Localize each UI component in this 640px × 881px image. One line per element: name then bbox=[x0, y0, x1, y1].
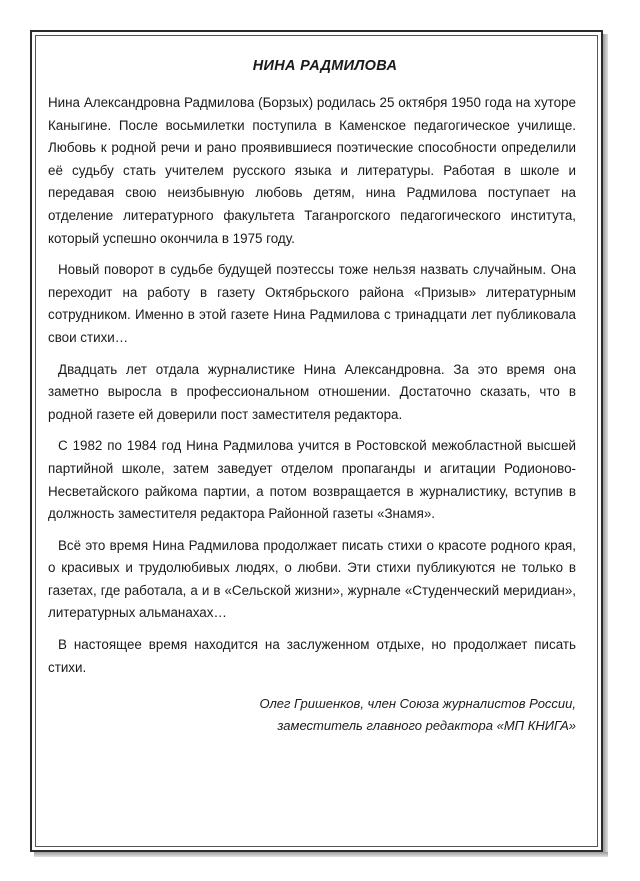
paragraph-poetry: Всё это время Нина Радмилова продолжает писать стихи о красоте родного края, о красивых и трудолюбивых людях, о любви. Эти стихи публикуются не только в газетах, где работала, а и в «Сельской жизни», журнале «Студенческий меридиан», литературных альманахах… bbox=[48, 537, 576, 621]
document-body bbox=[48, 50, 576, 737]
signature-author: Олег Гришенков, член Союза журналистов России, bbox=[259, 696, 576, 712]
signature bbox=[48, 693, 576, 737]
paragraph-party-school: С 1982 по 1984 год Нина Радмилова учится в Ростовской межобластной высшей партийной школе, затем заведует отделом пропаганды и агитации Родионово-Несветайского райкома партии, а потом возвращается в журналистику, вступив в должность заместителя редактора Районной газеты «Знамя». bbox=[48, 438, 576, 522]
paragraph-biography: Нина Александровна Радмилова (Борзых) родилась 25 октября 1950 года на хуторе Каныгине. После восьмилетки поступила в Каменское педагогическое училище. Любовь к родной речи и рано проявившиеся поэтические способности определили её судьбу стать учителем русского языка и литературы. Работая в школе и передавая свою неизбывную любовь детям, нина Радмилова поступает на отделение литературного факультета Таганрогского педагогического института, который успешно окончила в 1975 году. bbox=[48, 95, 576, 246]
paragraph-newspaper: Новый поворот в судьбе будущей поэтессы тоже нельзя назвать случайным. Она переходит на работу в газету Октябрьского района «Призыв» литературным сотрудником. Именно в этой газете Нина Радмилова с тринадцати лет публиковала свои стихи… bbox=[48, 262, 576, 345]
paragraph-journalism: Двадцать лет отдала журналистике Нина Александровна. За это время она заметно выросла в профессиональном отношении. Достаточно сказать, что в родной газете ей доверили пост заместителя редактора. bbox=[48, 361, 576, 422]
signature-position: заместитель главного редактора «МП КНИГА» bbox=[277, 718, 576, 734]
frame-shadow-bottom bbox=[34, 852, 608, 857]
paragraph-present: В настоящее время находится на заслуженном отдыхе, но продолжает писать стихи. bbox=[48, 637, 576, 675]
frame-shadow-right bbox=[603, 34, 608, 856]
document-title: НИНА РАДМИЛОВА bbox=[252, 58, 398, 74]
